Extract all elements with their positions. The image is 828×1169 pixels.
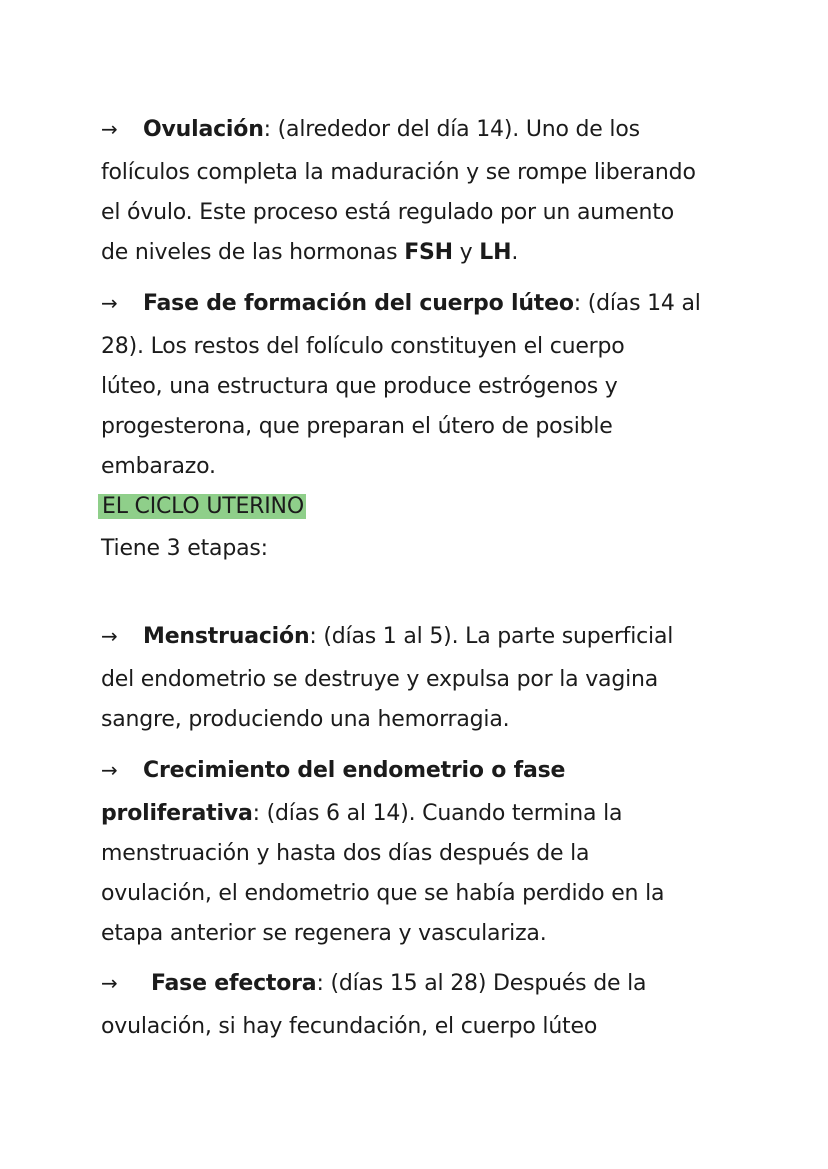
arrow-icon: → [101, 971, 118, 995]
proliferativa-line-1 [101, 755, 565, 785]
text: y [452, 240, 480, 265]
proliferativa-line-3: menstruación y hasta dos días después de la [101, 841, 590, 866]
proliferativa-line-5: etapa anterior se regenera y vasculariza. [101, 921, 547, 946]
text: : (días 15 al 28) Después de la [316, 971, 647, 996]
term-proliferativa-1: Crecimiento del endometrio o fase [143, 758, 566, 783]
text: : (alrededor del día 14). Uno de los [263, 117, 640, 142]
proliferativa-line-2 [101, 799, 622, 829]
ovulacion-line-2: folículos completa la maduración y se rompe liberando [101, 160, 696, 185]
menstruacion-line-3: sangre, produciendo una hemorragia. [101, 707, 510, 732]
ovulacion-line-3: el óvulo. Este proceso está regulado por un aumento [101, 200, 674, 225]
arrow-icon: → [101, 758, 118, 782]
term-cuerpo-luteo: Fase de formación del cuerpo lúteo [143, 291, 574, 316]
text: de niveles de las hormonas [101, 240, 405, 265]
heading-highlight: EL CICLO UTERINO [98, 494, 306, 519]
text: : (días 6 al 14). Cuando termina la [252, 801, 623, 826]
term-ovulacion: Ovulación [143, 117, 264, 142]
efectora-line-1 [101, 968, 646, 998]
text: . [511, 240, 519, 265]
cuerpo-luteo-line-1 [101, 288, 701, 318]
text: : (días 1 al 5). La parte superficial [309, 624, 674, 649]
menstruacion-line-1 [101, 621, 673, 651]
hormone-fsh: FSH [404, 240, 453, 265]
text: : (días 14 al [573, 291, 701, 316]
proliferativa-line-4: ovulación, el endometrio que se había perdido en la [101, 881, 665, 906]
cuerpo-luteo-line-3: lúteo, una estructura que produce estrógenos y [101, 374, 618, 399]
arrow-icon: → [101, 117, 118, 141]
menstruacion-line-2: del endometrio se destruye y expulsa por la vagina [101, 667, 659, 692]
arrow-icon: → [101, 291, 118, 315]
intro-text: Tiene 3 etapas: [101, 536, 268, 561]
efectora-line-2: ovulación, si hay fecundación, el cuerpo lúteo [101, 1014, 598, 1039]
cuerpo-luteo-line-4: progesterona, que preparan el útero de posible [101, 414, 613, 439]
term-proliferativa-2: proliferativa [101, 801, 253, 826]
section-heading [101, 492, 306, 522]
hormone-lh: LH [479, 240, 512, 265]
cuerpo-luteo-line-2: 28). Los restos del folículo constituyen el cuerpo [101, 334, 625, 359]
ovulacion-line-1 [101, 114, 640, 144]
ovulacion-line-4 [101, 238, 518, 268]
term-efectora: Fase efectora [151, 971, 317, 996]
term-menstruacion: Menstruación [143, 624, 310, 649]
cuerpo-luteo-line-5: embarazo. [101, 454, 216, 479]
arrow-icon: → [101, 624, 118, 648]
